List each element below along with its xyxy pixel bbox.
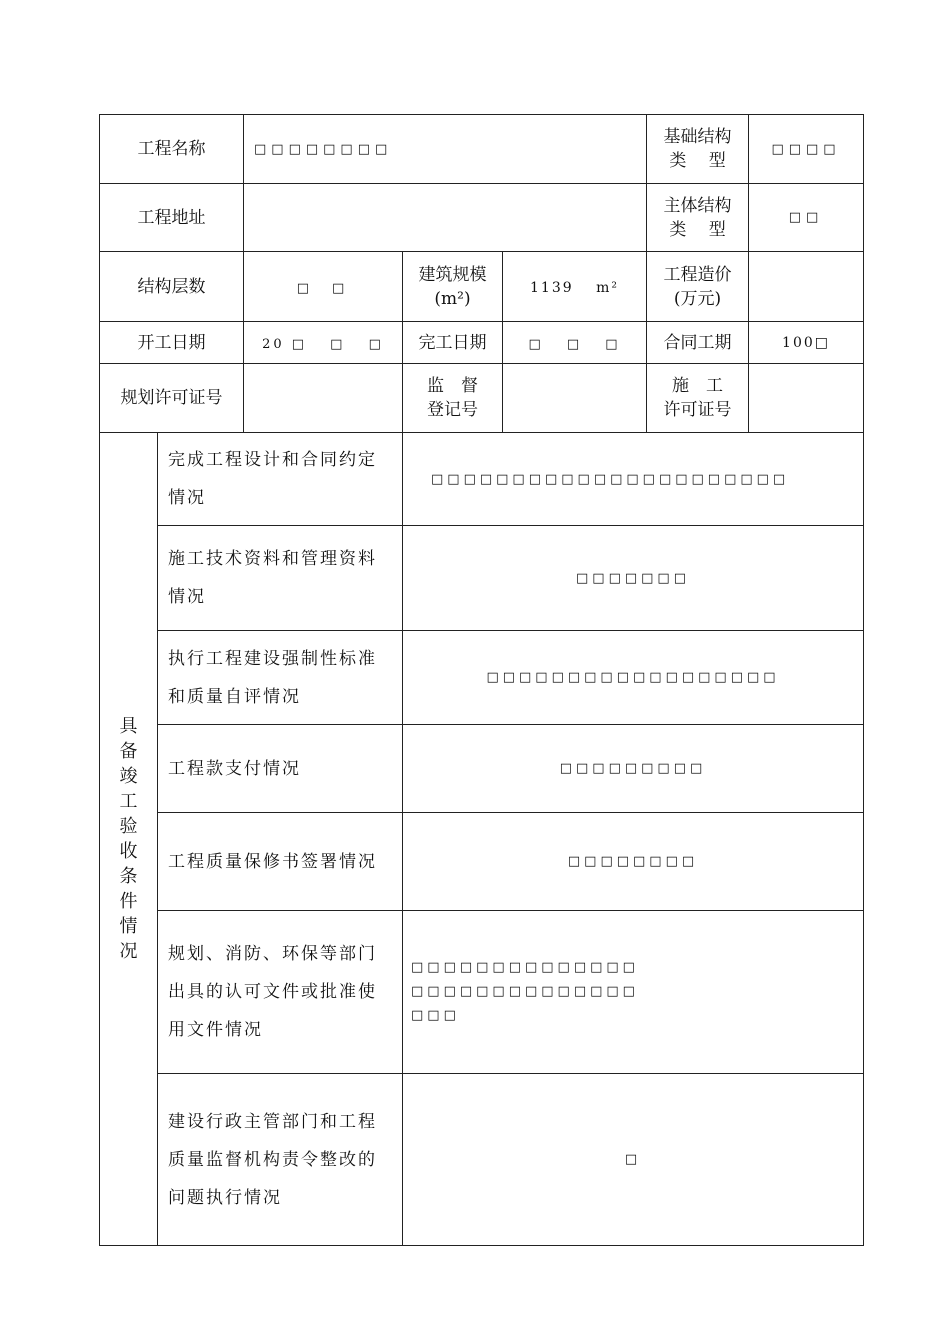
foundation-type-value[interactable]: □□□□	[749, 115, 864, 184]
condition-row	[100, 1074, 864, 1246]
cost-label-line2: (万元)	[673, 288, 722, 309]
start-date-value[interactable]: 20 □ □ □	[244, 322, 403, 364]
row-dates	[100, 322, 864, 364]
foundation-type-label-line1: 基础结构	[663, 127, 732, 147]
supervision-label-line2: 登记号	[427, 400, 478, 420]
section-title-char: 条	[119, 866, 138, 887]
section-title-char: 竣	[119, 766, 138, 787]
condition-row	[100, 813, 864, 911]
section-title-char: 收	[119, 841, 138, 862]
main-structure-value[interactable]: □□	[749, 184, 864, 252]
condition-label: 执行工程建设强制性标准和质量自评情况	[158, 631, 403, 725]
section-title-char: 件	[119, 891, 138, 912]
address-value[interactable]	[244, 184, 647, 252]
condition-label: 施工技术资料和管理资料情况	[158, 526, 403, 631]
supervision-label	[403, 364, 503, 433]
condition-label: 建设行政主管部门和工程质量监督机构责令整改的问题执行情况	[158, 1074, 403, 1246]
section-title-char: 工	[119, 791, 138, 812]
form-table	[99, 114, 864, 1246]
condition-value[interactable]: □□□□□□□□□□□□□□□□□□□□□□□□□□□□□□□	[403, 911, 864, 1074]
cost-label	[647, 252, 749, 322]
scale-label-line2: (m²)	[434, 288, 471, 309]
section-title-char: 验	[119, 816, 138, 837]
section-title-char: 具	[119, 716, 138, 737]
row-address	[100, 184, 864, 252]
planning-permit-label: 规划许可证号	[100, 364, 244, 433]
contract-period-value[interactable]: 100□	[749, 322, 864, 364]
section-title-char: 况	[119, 941, 138, 962]
planning-permit-value[interactable]	[244, 364, 403, 433]
acceptance-form	[99, 114, 863, 1246]
start-date-label: 开工日期	[100, 322, 244, 364]
section-title-char: 备	[119, 741, 138, 762]
main-structure-label-line2: 类 型	[669, 219, 726, 240]
construction-permit-value[interactable]	[749, 364, 864, 433]
row-floors	[100, 252, 864, 322]
condition-value[interactable]: □□□□□□□□□□□□□□□□□□□□□□	[403, 433, 864, 526]
condition-value[interactable]: □□□□□□□□	[403, 813, 864, 911]
condition-label: 规划、消防、环保等部门出具的认可文件或批准使用文件情况	[158, 911, 403, 1074]
supervision-label-line1: 监 督	[427, 376, 478, 396]
condition-row	[100, 725, 864, 813]
row-permits	[100, 364, 864, 433]
conditions-section-title	[100, 433, 158, 1246]
foundation-type-label-line2: 类 型	[669, 151, 726, 171]
scale-label	[403, 252, 503, 322]
cost-label-line1: 工程造价	[663, 264, 732, 285]
main-structure-label	[647, 184, 749, 252]
condition-row	[100, 526, 864, 631]
condition-label: 工程质量保修书签署情况	[158, 813, 403, 911]
main-structure-label-line1: 主体结构	[663, 195, 732, 216]
condition-label: 工程款支付情况	[158, 725, 403, 813]
cost-value[interactable]	[749, 252, 864, 322]
construction-permit-label-line2: 许可证号	[663, 400, 732, 420]
scale-value[interactable]: 1139 m²	[503, 252, 647, 322]
condition-row	[100, 631, 864, 725]
floors-value[interactable]: □ □	[244, 252, 403, 322]
end-date-label: 完工日期	[403, 322, 503, 364]
scale-label-line1: 建筑规模	[418, 264, 487, 285]
project-name-value[interactable]: □□□□□□□□	[244, 115, 647, 184]
row-project-name	[100, 115, 864, 184]
condition-value[interactable]: □	[403, 1074, 864, 1246]
construction-permit-label-line1: 施 工	[672, 376, 724, 396]
section-title-char: 情	[119, 916, 138, 937]
condition-row	[100, 911, 864, 1074]
contract-period-label: 合同工期	[647, 322, 749, 364]
construction-permit-label	[647, 364, 749, 433]
project-name-label: 工程名称	[100, 115, 244, 184]
condition-label: 完成工程设计和合同约定情况	[158, 433, 403, 526]
supervision-value[interactable]	[503, 364, 647, 433]
floors-label: 结构层数	[100, 252, 244, 322]
address-label: 工程地址	[100, 184, 244, 252]
foundation-type-label	[647, 115, 749, 184]
end-date-value[interactable]: □ □ □	[503, 322, 647, 364]
condition-row	[100, 433, 864, 526]
condition-value[interactable]: □□□□□□□□□	[403, 725, 864, 813]
condition-value[interactable]: □□□□□□□	[403, 526, 864, 631]
condition-value[interactable]: □□□□□□□□□□□□□□□□□□	[403, 631, 864, 725]
